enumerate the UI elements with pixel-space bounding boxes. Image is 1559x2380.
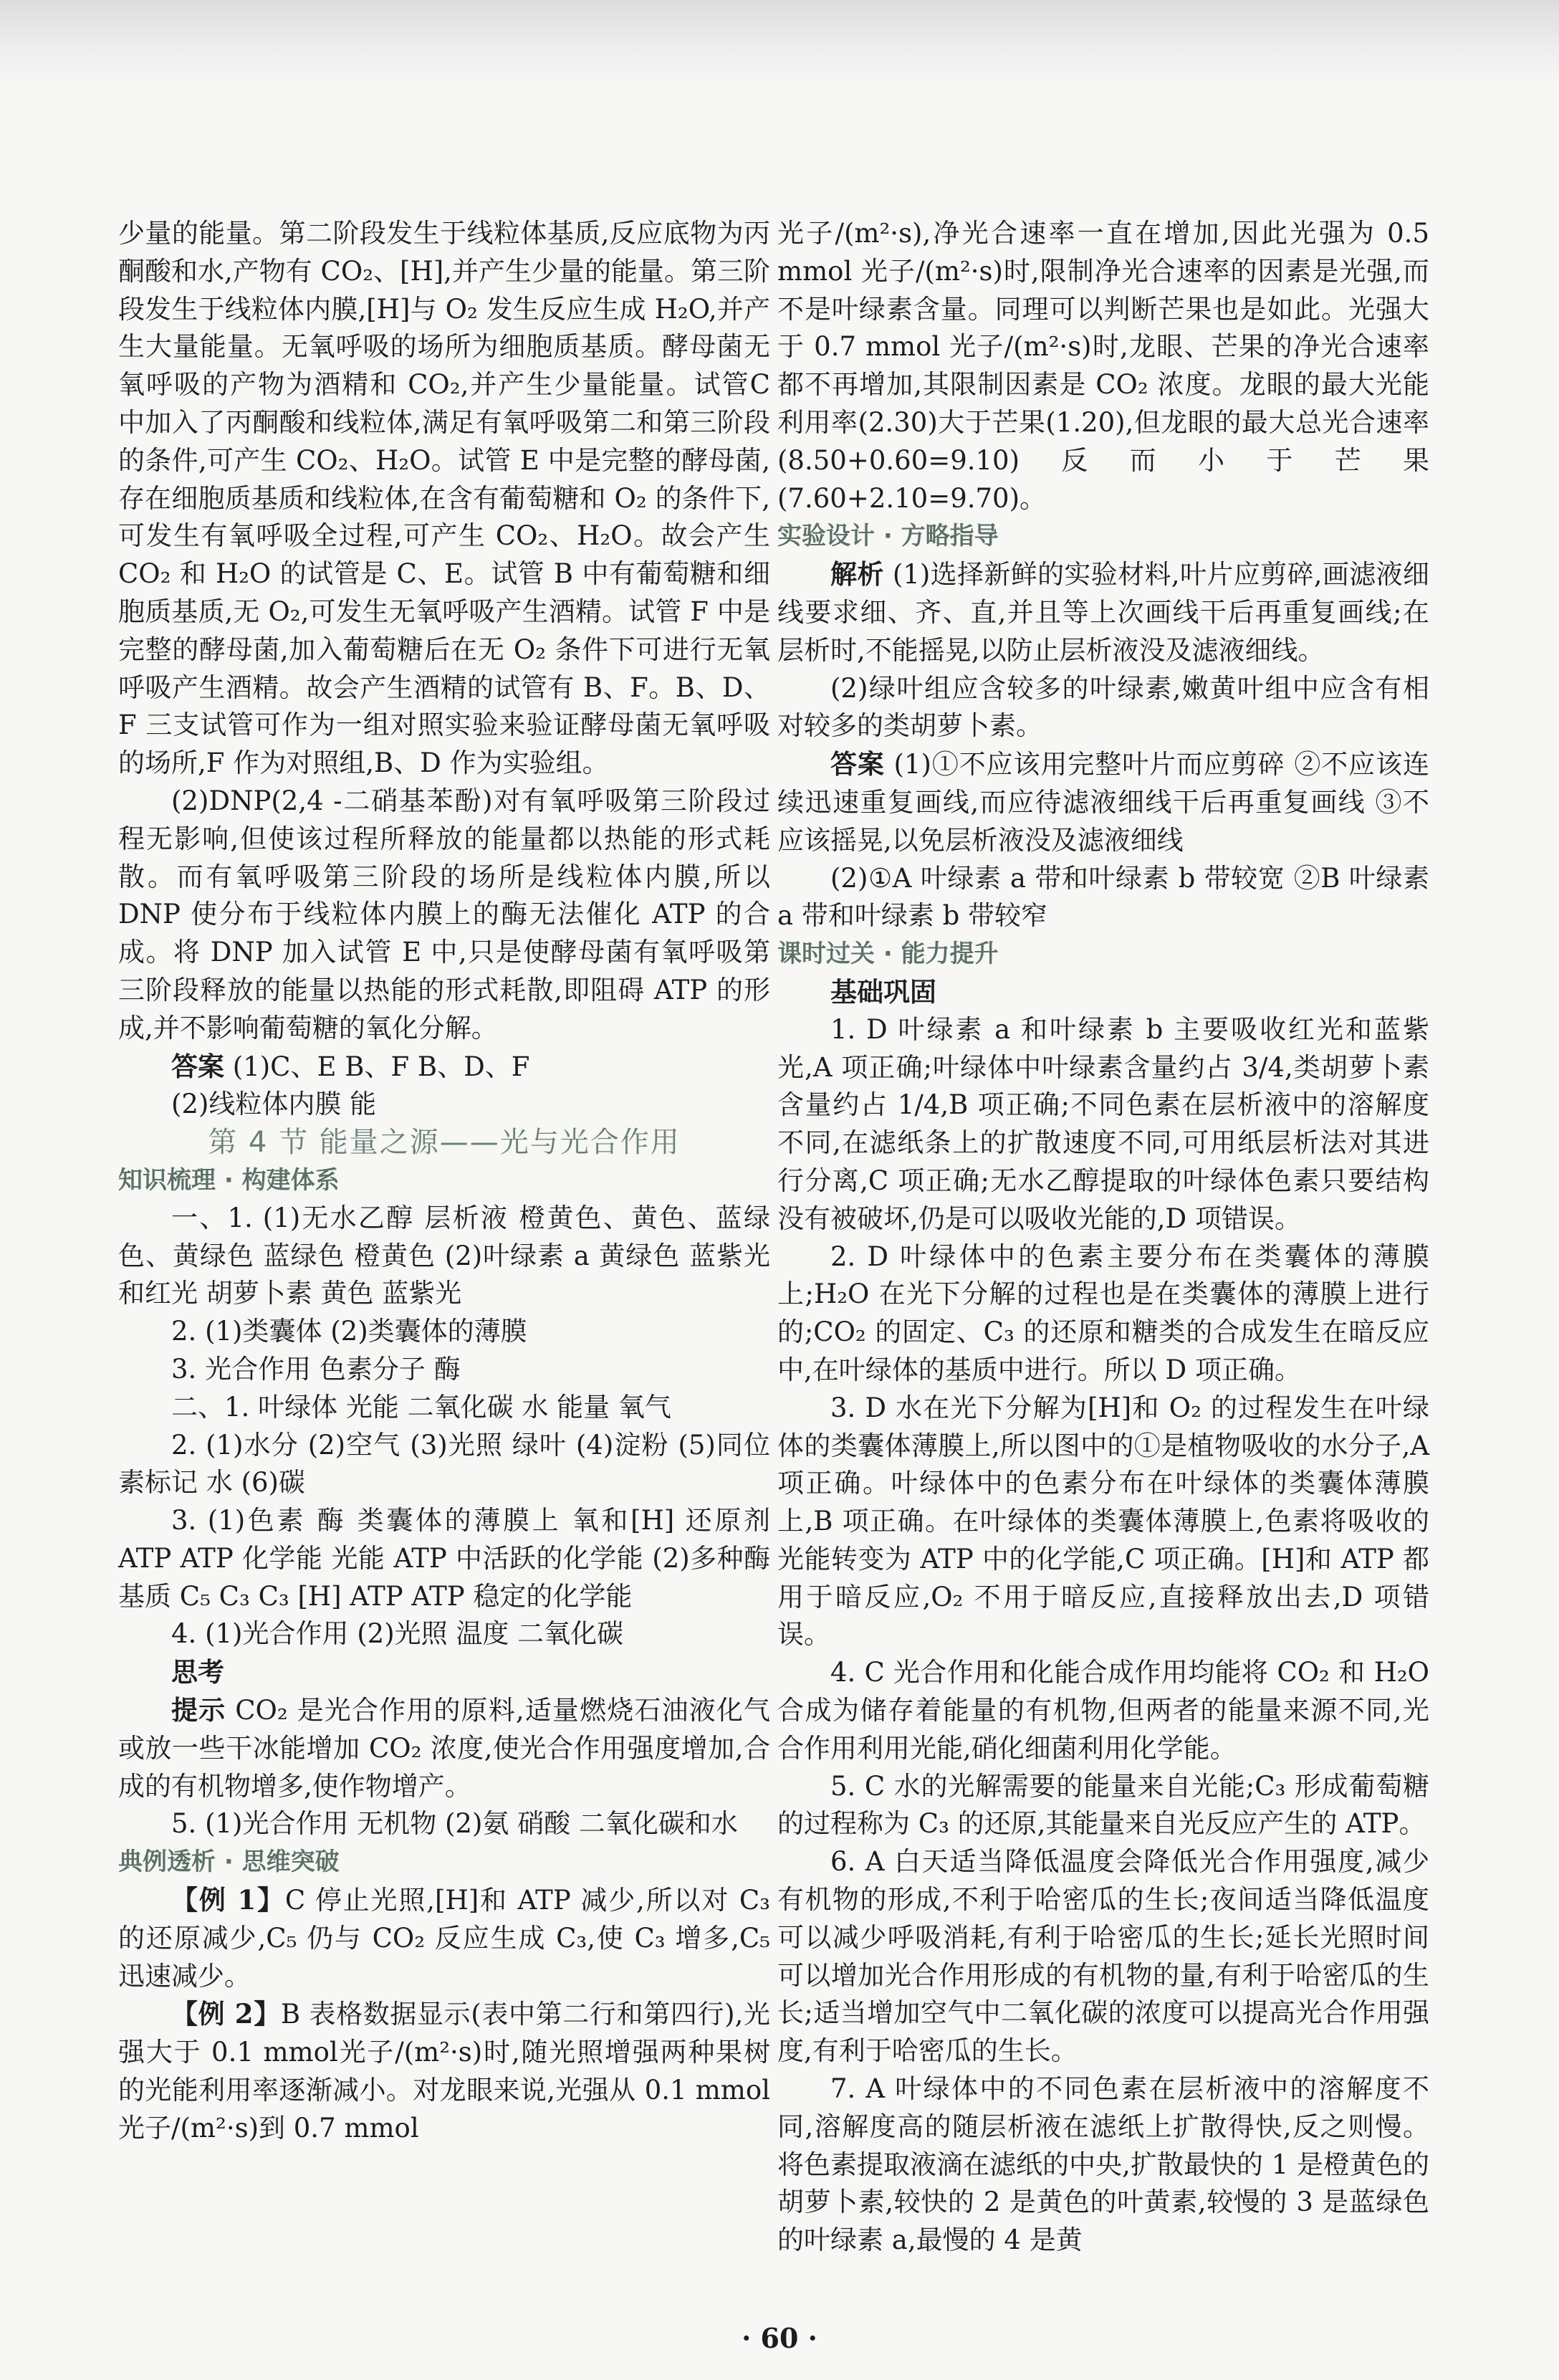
scan-top-band [0,0,1559,86]
example-label: 【例 1】 [171,1884,285,1916]
left-column [118,215,770,2148]
section-heading: 第 4 节 能量之源——光与光合作用 [208,1126,681,1160]
list-item: 二、1. 叶绿体 光能 二氧化碳 水 能量 氧气 [171,1391,671,1423]
question-item: 7. A 叶绿体中的不同色素在层析液中的溶解度不同,溶解度高的随层析液在滤纸上扩散得快,反之则慢。将色素提取液滴在滤纸的中央,扩散最快的 1 是橙黄色的胡萝卜素,较快的 2 是黄色的叶黄素,较慢的 3 是蓝绿色的叶绿素 a,最慢的 4 是黄 [777,2073,1429,2256]
paragraph: 光子/(m²·s),净光合速率一直在增加,因此光强为 0.5 mmol 光子/(m²·s)时,限制净光合速率的因素是光强,而不是叶绿素含量。同理可以判断芒果也是如此。光强大于 0.7 mmol 光子/(m²·s)时,龙眼、芒果的净光合速率都不再增加,其限制因素是 CO₂ 浓度。龙眼的最大光能利用率(2.30)大于芒果(1.20),但龙眼的最大总光合速率(8.50+0.60=9.10)反而小于芒果(7.60+2.10=9.70)。 [777,218,1429,514]
example-text: C 停止光照,[H]和 ATP 减少,所以对 C₃ 的还原减少,C₅ 仍与 CO₂ 反应生成 C₃,使 C₃ 增多,C₅ 迅速减少。 [118,1885,770,1992]
analysis-label: 解析 [830,558,884,591]
tip-text: CO₂ 是光合作用的原料,适量燃烧石油液化气或放一些干冰能增加 CO₂ 浓度,使光合作用强度增加,合成的有机物增多,使作物增产。 [118,1695,770,1802]
paragraph: (2)①A 叶绿素 a 带和叶绿素 b 带较宽 ②B 叶绿素 a 带和叶绿素 b 带较窄 [777,862,1429,932]
tip-paragraph [118,1691,770,1805]
example-paragraph [118,1881,770,1995]
think-label: 思考 [171,1656,224,1688]
answer-line [118,1048,770,1086]
list-item: 2. (1)类囊体 (2)类囊体的薄膜 [171,1316,527,1347]
list-item: 3. 光合作用 色素分子 酶 [171,1353,461,1385]
list-item: 3. (1)色素 酶 类囊体的薄膜上 氧和[H] 还原剂 ATP ATP 化学能 光能 ATP 中活跃的化学能 (2)多种酶 基质 C₅ C₃ C₃ [H] ATP ATP 稳定的化学能 [118,1505,770,1612]
answer-label: 答案 [830,748,885,780]
tip-label: 提示 [171,1694,226,1726]
page-number: · 60 · [742,2322,817,2354]
list-item: 一、1. (1)无水乙醇 层析液 橙黄色、黄色、蓝绿色、黄绿色 蓝绿色 橙黄色 (2)叶绿素 a 黄绿色 蓝紫光和红光 胡萝卜素 黄色 蓝紫光 [118,1202,770,1309]
paragraph: (2)绿叶组应含较多的叶绿素,嫩黄叶组中应含有相对较多的类胡萝卜素。 [777,672,1429,742]
answer-line: (2)线粒体内膜 能 [171,1089,377,1120]
analysis-text: (1)选择新鲜的实验材料,叶片应剪碎,画滤液细线要求细、齐、直,并且等上次画线干后再重复画线;在层析时,不能摇晃,以防止层析液没及滤液细线。 [777,559,1430,666]
subsection-title: 知识梳理 · 构建体系 [118,1165,340,1195]
question-item: 4. C 光合作用和化能合成作用均能将 CO₂ 和 H₂O 合成为储存着能量的有机物,但两者的能量来源不同,光合作用利用光能,硝化细菌利用化学能。 [777,1657,1429,1764]
paragraph: 少量的能量。第二阶段发生于线粒体基质,反应底物为丙酮酸和水,产物有 CO₂、[H],并产生少量的能量。第三阶段发生于线粒体内膜,[H]与 O₂ 发生反应生成 H₂O,并产生大量能量。无氧呼吸的场所为细胞质基质。酵母菌无氧呼吸的产物为酒精和 CO₂,并产生少量能量。试管C 中加入了丙酮酸和线粒体,满足有氧呼吸第二和第三阶段的条件,可产生 CO₂、H₂O。试管 E 中是完整的酵母菌,存在细胞质基质和线粒体,在含有葡萄糖和 O₂ 的条件下,可发生有氧呼吸全过程,可产生 CO₂、H₂O。故会产生 CO₂ 和 H₂O 的试管是 C、E。试管 B 中有葡萄糖和细胞质基质,无 O₂,可发生无氧呼吸产生酒精。试管 F 中是完整的酵母菌,加入葡萄糖后在无 O₂ 条件下可进行无氧呼吸产生酒精。故会产生酒精的试管有 B、F。B、D、F 三支试管可作为一组对照实验来验证酵母菌无氧呼吸的场所,F 作为对照组,B、D 作为实验组。 [118,218,770,779]
question-item: 3. D 水在光下分解为[H]和 O₂ 的过程发生在叶绿体的类囊体薄膜上,所以图中的①是植物吸收的水分子,A 项正确。叶绿体中的色素分布在叶绿体的类囊体薄膜上,B 项正确。在叶绿体的类囊体薄膜上,色素将吸收的光能转变为 ATP 中的化学能,C 项正确。[H]和 ATP 都用于暗反应,O₂ 不用于暗反应,直接释放出去,D 项错误。 [777,1392,1429,1650]
answer-text: (1)C、E B、F B、D、F [224,1051,530,1082]
list-item: 5. (1)光合作用 无机物 (2)氨 硝酸 二氧化碳和水 [171,1808,738,1840]
list-item: 4. (1)光合作用 (2)光照 温度 二氧化碳 [171,1618,624,1650]
example-paragraph [118,1995,770,2147]
subsection-title: 典例透析 · 思维突破 [118,1848,340,1877]
answer-label: 答案 [171,1050,224,1082]
example-label: 【例 2】 [171,1998,281,2030]
paragraph: (2)DNP(2,4 -二硝基苯酚)对有氧呼吸第三阶段过程无影响,但使该过程所释放的能量都以热能的形式耗散。而有氧呼吸第三阶段的场所是线粒体内膜,所以 DNP 使分布于线粒体内膜上的酶无法催化 ATP 的合成。将 DNP 加入试管 E 中,只是使酵母菌有氧呼吸第三阶段释放的能量以热能的形式耗散,即阻碍 ATP 的形成,并不影响葡萄糖的氧化分解。 [118,785,770,1043]
subsection-title: 课时过关 · 能力提升 [777,940,999,969]
sub-heading: 基础巩固 [830,975,936,1008]
analysis-paragraph [777,555,1429,669]
list-item: 2. (1)水分 (2)空气 (3)光照 绿叶 (4)淀粉 (5)同位素标记 水 (6)碳 [118,1429,770,1499]
answer-paragraph [777,745,1429,859]
subsection-title: 实验设计 · 方略指导 [777,522,999,551]
question-item: 5. C 水的光解需要的能量来自光能;C₃ 形成葡萄糖的过程称为 C₃ 的还原,其能量来自光反应产生的 ATP。 [777,1770,1429,1840]
question-item: 2. D 叶绿体中的色素主要分布在类囊体的薄膜上;H₂O 在光下分解的过程也是在类囊体的薄膜上进行的;CO₂ 的固定、C₃ 的还原和糖类的合成发生在暗反应中,在叶绿体的基质中进行。所以 D 项正确。 [777,1241,1429,1385]
question-item: 6. A 白天适当降低温度会降低光合作用强度,减少有机物的形成,不利于哈密瓜的生长;夜间适当降低温度可以减少呼吸消耗,有利于哈密瓜的生长;延长光照时间可以增加光合作用形成的有机物的量,有利于哈密瓜的生长;适当增加空气中二氧化碳的浓度可以提高光合作用强度,有利于哈密瓜的生长。 [777,1846,1429,2067]
right-column [777,215,1429,2260]
answer-text: (1)①不应该用完整叶片而应剪碎 ②不应该连续迅速重复画线,而应待滤液细线干后再重复画线 ③不应该摇晃,以免层析液没及滤液细线 [777,749,1429,856]
example-text: B 表格数据显示(表中第二行和第四行),光强大于 0.1 mmol光子/(m²·s)时,随光照增强两种果树的光能利用率逐渐减小。对龙眼来说,光强从 0.1 mmol 光子/(m²·s)到 0.7 mmol [118,1999,770,2144]
question-item: 1. D 叶绿素 a 和叶绿素 b 主要吸收红光和蓝紫光,A 项正确;叶绿体中叶绿素含量约占 3/4,类胡萝卜素含量约占 1/4,B 项正确;不同色素在层析液中的溶解度不同,在滤纸条上的扩散速度不同,可用纸层析法对其进行分离,C 项正确;无水乙醇提取的叶绿体色素只要结构没有被破坏,仍是可以吸收光能的,D 项错误。 [777,1013,1429,1234]
